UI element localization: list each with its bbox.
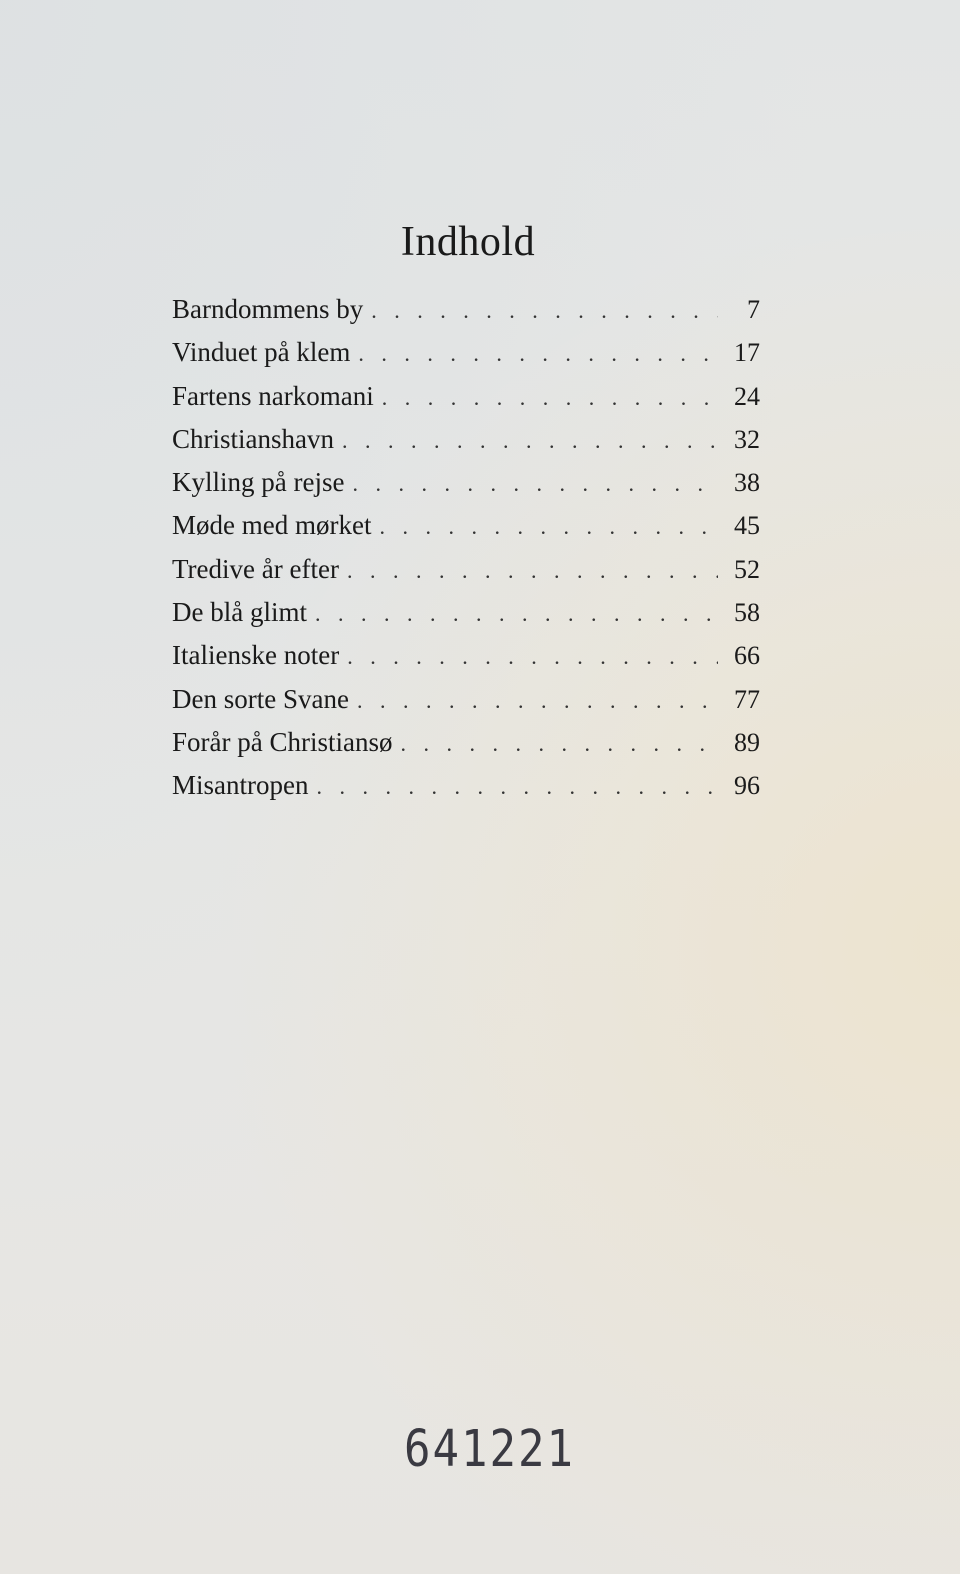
- dot-leader: [371, 298, 718, 324]
- toc-page-number: 77: [734, 684, 760, 714]
- page-title: Indhold: [400, 219, 536, 265]
- toc-entry: [172, 727, 760, 770]
- dot-leader: [357, 688, 718, 714]
- toc-page-number: 66: [734, 641, 760, 671]
- toc-entry-title: Kylling på rejse: [172, 467, 345, 498]
- dot-leader: [316, 774, 718, 800]
- toc-entry-title: Tredive år efter: [172, 553, 339, 584]
- toc-entry: [172, 770, 760, 813]
- dot-leader: [347, 558, 718, 584]
- dot-leader: [342, 428, 718, 454]
- toc-entry: [172, 640, 760, 683]
- dot-leader: [358, 341, 718, 367]
- dot-leader: [379, 514, 718, 540]
- toc-page-number: 17: [734, 338, 760, 368]
- toc-entry: [172, 597, 760, 640]
- toc-page-number: 89: [734, 727, 760, 757]
- toc-page-number: 58: [734, 598, 760, 628]
- toc-page-number: 52: [734, 554, 760, 584]
- toc-entry-title: Italienske noter: [172, 640, 340, 671]
- dot-leader: [347, 644, 718, 670]
- toc-page-number: 96: [734, 771, 760, 801]
- toc-entry-title: De blå glimt: [172, 597, 307, 628]
- toc-entry-title: Møde med mørket: [172, 510, 372, 541]
- toc-entry-title: Vinduet på klem: [172, 337, 351, 368]
- library-stamp-number: 641221: [404, 1420, 575, 1479]
- toc-entry: [172, 424, 760, 467]
- toc-entry-title: Barndommens by: [172, 294, 364, 324]
- toc-entry-title: Forår på Christiansø: [172, 726, 393, 757]
- table-of-contents: [172, 294, 760, 814]
- toc-entry: [172, 467, 760, 510]
- toc-page-number: 32: [734, 424, 760, 454]
- toc-entry: [172, 554, 760, 597]
- toc-entry-title: Misantropen: [172, 770, 309, 801]
- toc-entry: [172, 294, 760, 337]
- toc-page-number: 7: [747, 295, 760, 324]
- toc-entry-title: Fartens narkomani: [172, 380, 374, 411]
- dot-leader: [352, 471, 718, 497]
- toc-entry: [172, 684, 760, 727]
- toc-entry: [172, 510, 760, 553]
- toc-page-number: 38: [734, 468, 760, 498]
- toc-page-number: 45: [734, 511, 760, 541]
- toc-entry: [172, 381, 760, 424]
- toc-entry-title: Christianshavn: [172, 423, 334, 454]
- toc-entry-title: Den sorte Svane: [172, 683, 349, 714]
- toc-page-number: 24: [734, 381, 760, 411]
- toc-entry: [172, 337, 760, 380]
- dot-leader: [400, 731, 718, 757]
- dot-leader: [315, 601, 718, 627]
- dot-leader: [382, 385, 718, 411]
